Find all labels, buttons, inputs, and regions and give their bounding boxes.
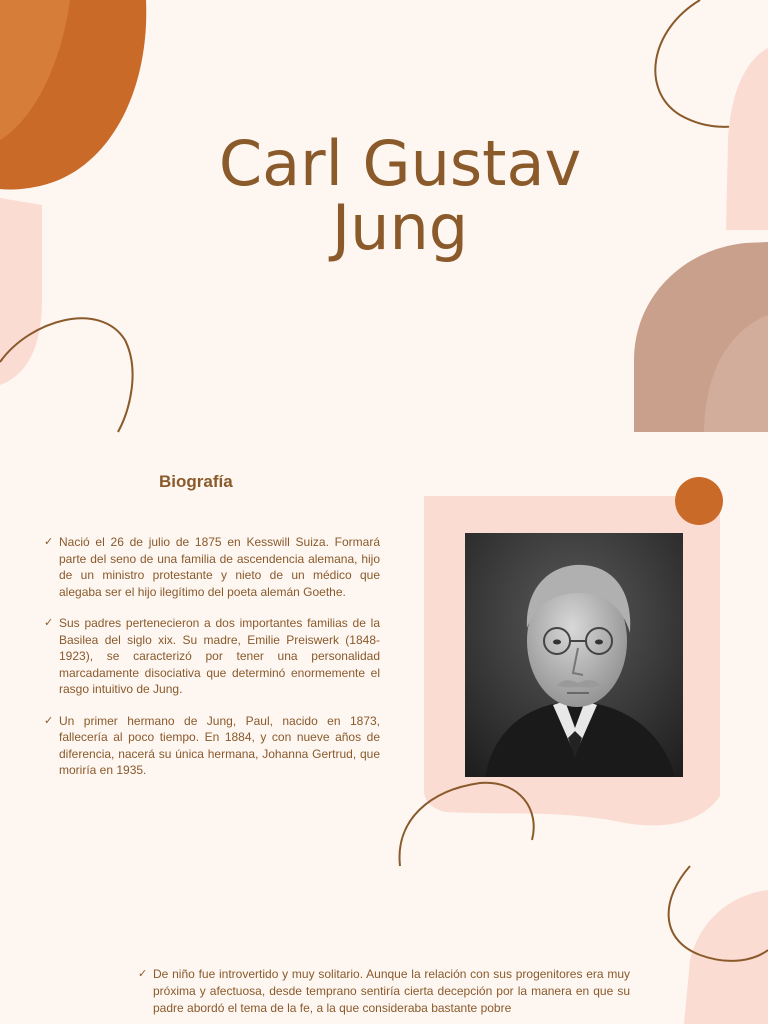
bullet-item [44, 615, 380, 698]
checkmark-icon: ✓ [44, 714, 54, 727]
bullet-text: Sus padres pertenecieron a dos importantes familias de la Basilea del siglo xix. Su madre, Emilie Preiswerk (1848-1923), se caracterizó por tener una personalidad marcadamente disociativa que determinó enormemente el rasgo intuitivo de Jung. [59, 616, 380, 696]
bullet-text: Nació el 26 de julio de 1875 en Kesswill Suiza. Formará parte del seno de una familia de ascendencia alemana, hijo de un ministro protestante y nieto de un médico que alegaba ser el hijo ilegítimo del poeta alemán Goethe. [59, 535, 380, 599]
orange-circle [675, 477, 723, 525]
page-title [150, 127, 650, 264]
bullet-text: De niño fue introvertido y muy solitario. Aunque la relación con sus progenitores era muy próxima y afectuosa, desde temprano sentiría cierta decepción por la manera en que su padre abordó el tema de la fe, a la que consideraba bastante pobre [153, 967, 630, 1015]
checkmark-icon: ✓ [44, 536, 54, 548]
checkmark-icon: ✓ [138, 968, 148, 980]
title-line-1: Carl Gustav [218, 127, 582, 200]
pink-strip-left [0, 198, 42, 385]
portrait-photo [465, 533, 683, 777]
biography-bullet-list [44, 534, 380, 794]
bullet-item [44, 534, 380, 600]
bullet-item [138, 966, 630, 1017]
checkmark-icon: ✓ [44, 617, 54, 629]
bullet-item [44, 713, 380, 779]
section-heading-biografia: Biografía [159, 472, 233, 491]
title-line-2: Jung [331, 191, 469, 264]
pink-shape-right [726, 48, 768, 230]
biography-bullet-list-bottom [138, 966, 630, 1017]
bullet-text: Un primer hermano de Jung, Paul, nacido en 1873, fallecería al poco tiempo. En 1884, y con nueve años de diferencia, nacerá su única hermana, Johanna Gertrud, que moriría en 1935. [59, 713, 380, 777]
